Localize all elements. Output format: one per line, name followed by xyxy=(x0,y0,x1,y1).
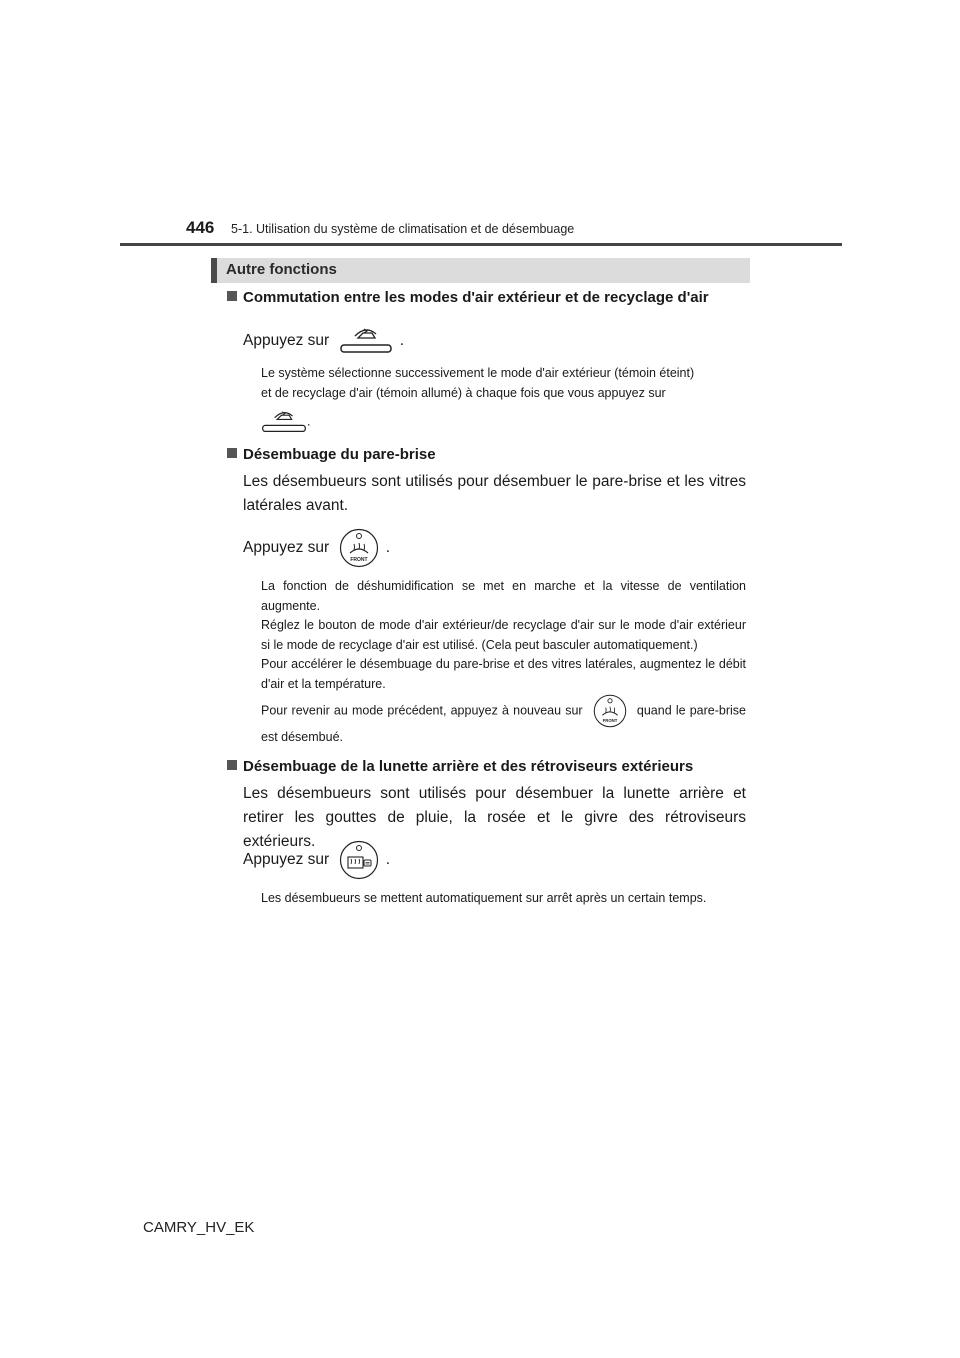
section-title: Autre fonctions xyxy=(226,261,337,278)
recirculation-note: Le système sélectionne successivement le mode d'air extérieur (témoin éteint) et de recyclage d'air (témoin allumé) à chaque fois que vous appuyez sur . xyxy=(261,364,746,435)
page-number: 446 xyxy=(186,218,215,237)
header-rule xyxy=(120,243,842,246)
footer-code: CAMRY_HV_EK xyxy=(143,1219,255,1236)
chapter-title: 5-1. Utilisation du système de climatisation et de désembuage xyxy=(231,222,575,236)
windshield-press-line: Appuyez sur FRONT . xyxy=(243,528,390,568)
air-recirculation-button-icon xyxy=(261,409,307,435)
section-title-bar xyxy=(211,258,750,283)
rear-press-line: Appuyez sur . xyxy=(243,840,390,880)
front-defroster-button-icon xyxy=(593,694,627,728)
rear-description: Les désembueurs sont utilisés pour désembuer la lunette arrière et retirer les gouttes de pluie, la rosée et le givre des rétroviseurs extérieurs. xyxy=(243,785,746,850)
front-defroster-button-icon xyxy=(339,528,379,568)
windshield-heading: Désembuage du pare-brise xyxy=(227,446,436,463)
recirculation-press-line: Appuyez sur . xyxy=(243,326,404,356)
square-bullet-icon xyxy=(227,760,237,770)
svg-text:FRONT: FRONT xyxy=(602,718,618,724)
windshield-notes: La fonction de déshumidification se met en marche et la vitesse de ventilation augmente. Réglez le bouton de mode d'air extérieur/de recyclage d'air sur le mode d'air extérieur si le mode de recyclage d'air est utilisé. (Cela peut basculer automatiquement.) Pour accélérer le désembuage du pare-brise et des vitres latérales, augmentez le débit d'air et la température. Pour revenir au mode précédent, appuyez à nouveau sur FRONT quand le pare-brise est désembué. xyxy=(261,579,746,744)
square-bullet-icon xyxy=(227,448,237,458)
windshield-description: Les désembueurs sont utilisés pour désembuer le pare-brise et les vitres latérales avant. xyxy=(243,473,746,514)
front-label: FRONT xyxy=(350,557,369,563)
air-recirculation-button-icon xyxy=(339,326,393,356)
recirculation-heading: Commutation entre les modes d'air extérieur et de recyclage d'air xyxy=(227,289,709,306)
rear-heading: Désembuage de la lunette arrière et des rétroviseurs extérieurs xyxy=(227,758,693,775)
rear-defroster-button-icon xyxy=(339,840,379,880)
square-bullet-icon xyxy=(227,291,237,301)
rear-note: Les désembueurs se mettent automatiquement sur arrêt après un certain temps. xyxy=(261,891,707,905)
